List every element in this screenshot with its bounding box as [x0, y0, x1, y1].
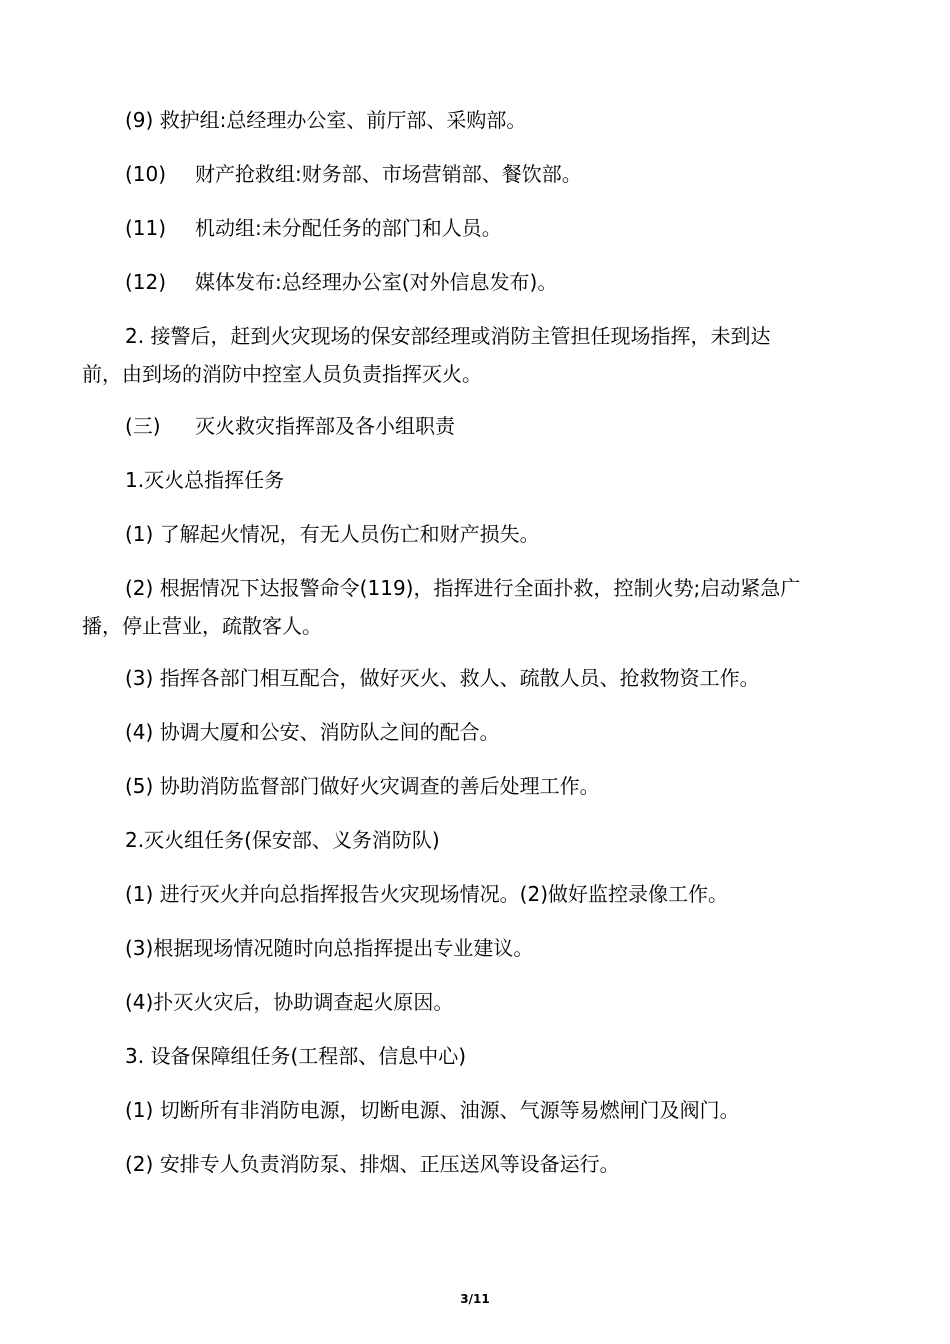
paragraph-line: (2) 根据情况下达报警命令(119)，指挥进行全面扑救，控制火势;启动紧急广 — [125, 576, 801, 600]
paragraph — [82, 986, 872, 1018]
paragraph-text: (4)扑灭火灾后，协助调查起火原因。 — [125, 990, 454, 1014]
paragraph-text: 机动组:未分配任务的部门和人员。 — [195, 216, 502, 240]
paragraph-text: (1) 了解起火情况，有无人员伤亡和财产损失。 — [125, 522, 540, 546]
paragraph — [82, 158, 872, 190]
paragraph — [82, 932, 872, 964]
paragraph-text: (2) 安排专人负责消防泵、排烟、正压送风等设备运行。 — [125, 1152, 620, 1176]
subsection-heading — [82, 1040, 872, 1072]
paragraph-text: 3. 设备保障组任务(工程部、信息中心) — [125, 1044, 467, 1068]
page-number: 3/11 — [460, 1292, 490, 1306]
item-number: (10) — [125, 162, 167, 186]
paragraph — [82, 266, 872, 298]
paragraph-text: 2.灭火组任务(保安部、义务消防队) — [125, 828, 440, 852]
paragraph-line: 前，由到场的消防中控室人员负责指挥灭火。 — [82, 362, 482, 386]
paragraph — [82, 1094, 872, 1126]
paragraph — [82, 104, 872, 136]
paragraph — [82, 572, 872, 642]
paragraph — [82, 716, 872, 748]
section-title: 灭火救灾指挥部及各小组职责 — [195, 414, 455, 438]
item-number: (12) — [125, 270, 167, 294]
paragraph — [82, 770, 872, 802]
paragraph-text: (1) 切断所有非消防电源，切断电源、油源、气源等易燃闸门及阀门。 — [125, 1098, 740, 1122]
paragraph-text: (3) 指挥各部门相互配合，做好灭火、救人、疏散人员、抢救物资工作。 — [125, 666, 760, 690]
item-number: (11) — [125, 216, 167, 240]
subsection-heading — [82, 464, 872, 496]
paragraph — [82, 662, 872, 694]
paragraph — [82, 1148, 872, 1180]
paragraph-text: 财产抢救组:财务部、市场营销部、餐饮部。 — [195, 162, 582, 186]
paragraph-text: (1) 进行灭火并向总指挥报告火灾现场情况。(2)做好监控录像工作。 — [125, 882, 729, 906]
section-heading — [82, 410, 872, 442]
section-number: (三) — [125, 414, 161, 438]
paragraph-text: 1.灭火总指挥任务 — [125, 468, 285, 492]
paragraph-text: (4) 协调大厦和公安、消防队之间的配合。 — [125, 720, 500, 744]
paragraph-line: 2. 接警后，赶到火灾现场的保安部经理或消防主管担任现场指挥，未到达 — [125, 324, 771, 348]
paragraph — [82, 320, 872, 390]
paragraph-text: (9) 救护组:总经理办公室、前厅部、采购部。 — [125, 108, 527, 132]
paragraph — [82, 518, 872, 550]
paragraph-text: (3)根据现场情况随时向总指挥提出专业建议。 — [125, 936, 534, 960]
paragraph — [82, 212, 872, 244]
paragraph — [82, 878, 872, 910]
subsection-heading — [82, 824, 872, 856]
paragraph-text: (5) 协助消防监督部门做好火灾调查的善后处理工作。 — [125, 774, 600, 798]
paragraph-line: 播，停止营业，疏散客人。 — [82, 614, 322, 638]
paragraph-text: 媒体发布:总经理办公室(对外信息发布)。 — [195, 270, 558, 294]
